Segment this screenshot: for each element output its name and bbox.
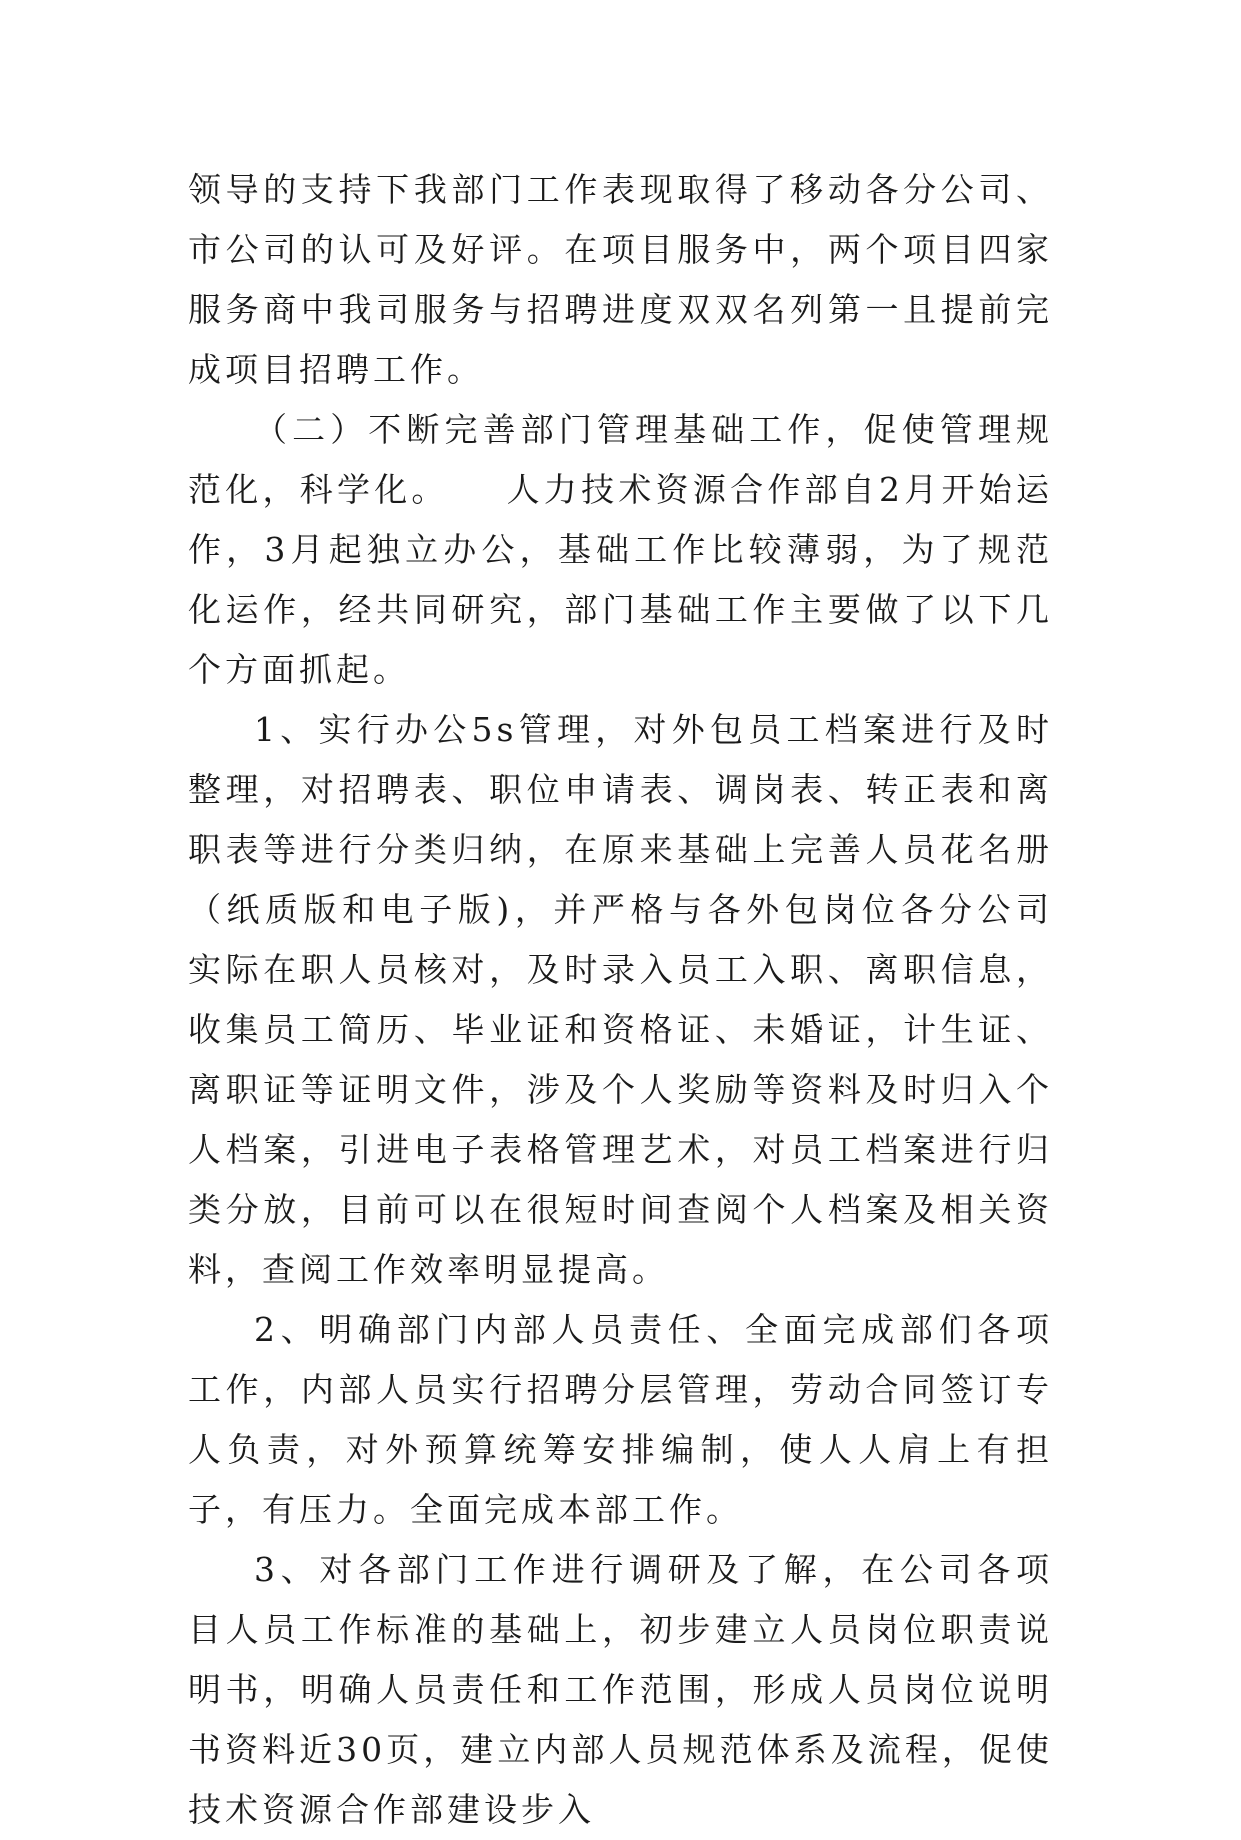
paragraph-continuation: 领导的支持下我部门工作表现取得了移动各分公司、市公司的认可及好评。在项目服务中，两个项目四家服务商中我司服务与招聘进度双双名列第一且提前完成项目招聘工作。	[188, 170, 1053, 389]
paragraph-item-1: 1、实行办公5s管理，对外包员工档案进行及时整理，对招聘表、职位申请表、调岗表、转正表和离职表等进行分类归纳，在原来基础上完善人员花名册（纸质版和电子版)，并严格与各外包岗位各分公司实际在职人员核对，及时录入员工入职、离职信息，收集员工简历、毕业证和资格证、未婚证，计生证、离职证等证明文件，涉及个人奖励等资料及时归入个人档案，引进电子表格管理艺术，对员工档案进行归类分放，目前可以在很短时间查阅个人档案及相关资料，查阅工作效率明显提高。	[188, 710, 1053, 1289]
paragraph-item-2: 2、明确部门内部人员责任、全面完成部们各项工作，内部人员实行招聘分层管理，劳动合同签订专人负责，对外预算统筹安排编制，使人人肩上有担子，有压力。全面完成本部工作。	[188, 1310, 1053, 1529]
paragraph-section-two: （二）不断完善部门管理基础工作，促使管理规范化，科学化。 人力技术资源合作部自2月开始运作，3月起独立办公，基础工作比较薄弱，为了规范化运作，经共同研究，部门基础工作主要做了以下几个方面抓起。	[188, 410, 1053, 689]
document-body	[188, 160, 1053, 1840]
paragraph-item-3: 3、对各部门工作进行调研及了解，在公司各项目人员工作标准的基础上，初步建立人员岗位职责说明书，明确人员责任和工作范围，形成人员岗位说明书资料近30页，建立内部人员规范体系及流程，促使技术资源合作部建设步入	[188, 1550, 1053, 1829]
